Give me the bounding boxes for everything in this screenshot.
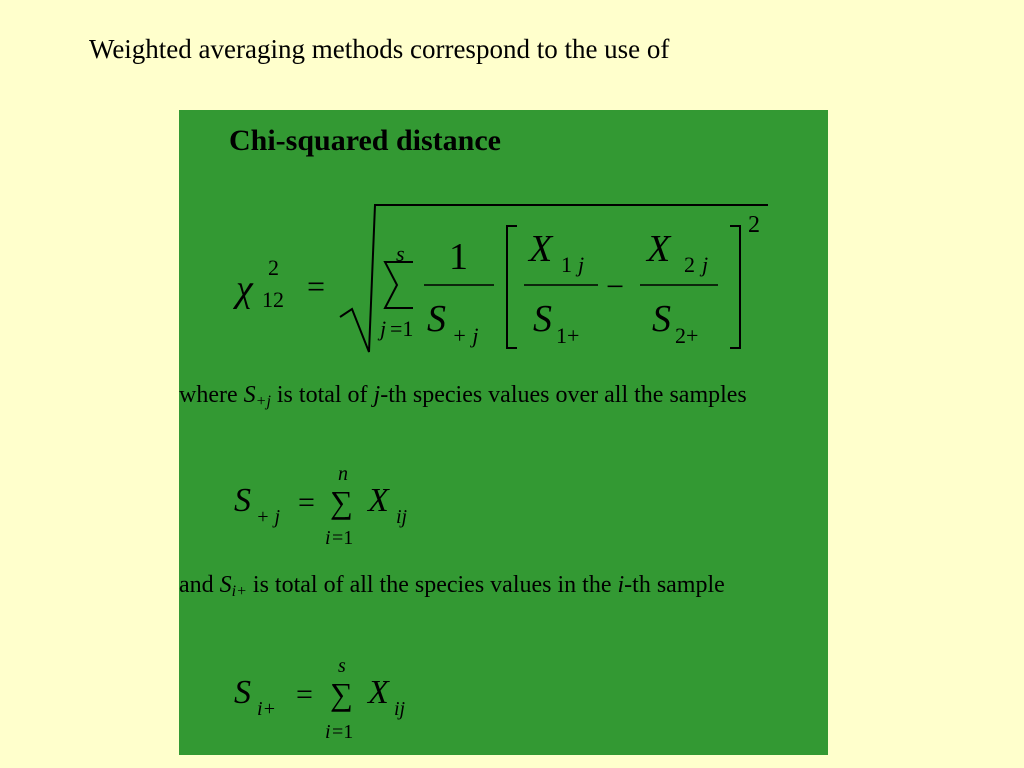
slide-heading: Weighted averaging methods correspond to the use of: [89, 34, 670, 64]
sum-lower-index: j: [380, 316, 387, 341]
colsum-s: S: [234, 482, 251, 519]
frac2-denominator-subscript: 1+: [556, 323, 580, 348]
rowsum-x-subscript: ij: [394, 698, 406, 720]
frac1-denominator-s: S: [427, 298, 446, 340]
frac3-numerator-subscript-2: 2: [684, 252, 695, 277]
panel-title: Chi-squared distance: [229, 124, 501, 157]
rowsum-lower-start: =1: [332, 721, 354, 743]
equals-sign: =: [307, 268, 326, 304]
bracket-exponent: 2: [748, 212, 760, 238]
frac3-denominator-subscript: 2+: [675, 323, 699, 348]
colsum-equals: =: [298, 486, 315, 519]
frac2-numerator-subscript-1: 1: [561, 252, 572, 277]
frac3-numerator-subscript-j: j: [702, 252, 709, 277]
colsum-summation-icon: ∑: [330, 484, 353, 520]
rowsum-s: S: [234, 674, 251, 711]
sum-upper-limit: s: [396, 241, 405, 266]
definition-paragraph-1: [179, 378, 828, 412]
para2-s: S: [219, 572, 232, 598]
frac3-numerator-x: X: [647, 228, 671, 270]
summation-sign: [385, 262, 413, 308]
minus-sign: −: [606, 268, 625, 304]
para2-s-subscript: i+: [231, 583, 247, 600]
colsum-lower-index: i: [325, 527, 331, 549]
definition-paragraph-2: [179, 568, 828, 602]
frac3-denominator-s: S: [652, 298, 671, 340]
para2-text-rest: -th sample: [624, 572, 725, 598]
para2-text-total: is total of all the species values in the: [246, 572, 618, 598]
colsum-x: X: [368, 482, 389, 519]
chi-subscript: 12: [262, 287, 284, 312]
colsum-upper-limit: n: [338, 463, 348, 485]
para1-s: S: [243, 382, 256, 408]
frac1-denominator-subscript: + j: [452, 323, 479, 348]
rowsum-summation-icon: ∑: [330, 676, 353, 712]
frac2-numerator-x: X: [529, 228, 553, 270]
frac2-numerator-subscript-j: j: [578, 252, 585, 277]
colsum-lower-start: =1: [332, 527, 354, 549]
rowsum-upper-limit: s: [338, 655, 346, 677]
para1-text-where: where: [179, 382, 244, 408]
para2-i: i: [617, 572, 625, 598]
para1-j: j: [373, 382, 381, 408]
chi-symbol: χ: [236, 268, 253, 310]
right-bracket: [730, 226, 740, 348]
sum-lower-start: =1: [390, 316, 414, 341]
rowsum-x: X: [368, 674, 389, 711]
frac2-denominator-s: S: [533, 298, 552, 340]
left-bracket: [507, 226, 517, 348]
para1-s-subscript: +j: [255, 393, 271, 410]
rowsum-s-subscript: i+: [257, 698, 277, 720]
chi-superscript: 2: [268, 255, 279, 280]
colsum-x-subscript: ij: [396, 506, 408, 528]
para2-text-and: and: [179, 572, 220, 598]
colsum-s-subscript: + j: [256, 506, 281, 528]
rowsum-equals: =: [296, 678, 313, 711]
rowsum-lower-index: i: [325, 721, 331, 743]
para1-text-total: is total of: [270, 382, 374, 408]
frac1-numerator: 1: [449, 236, 468, 278]
para1-text-rest: -th species values over all the samples: [380, 382, 747, 408]
